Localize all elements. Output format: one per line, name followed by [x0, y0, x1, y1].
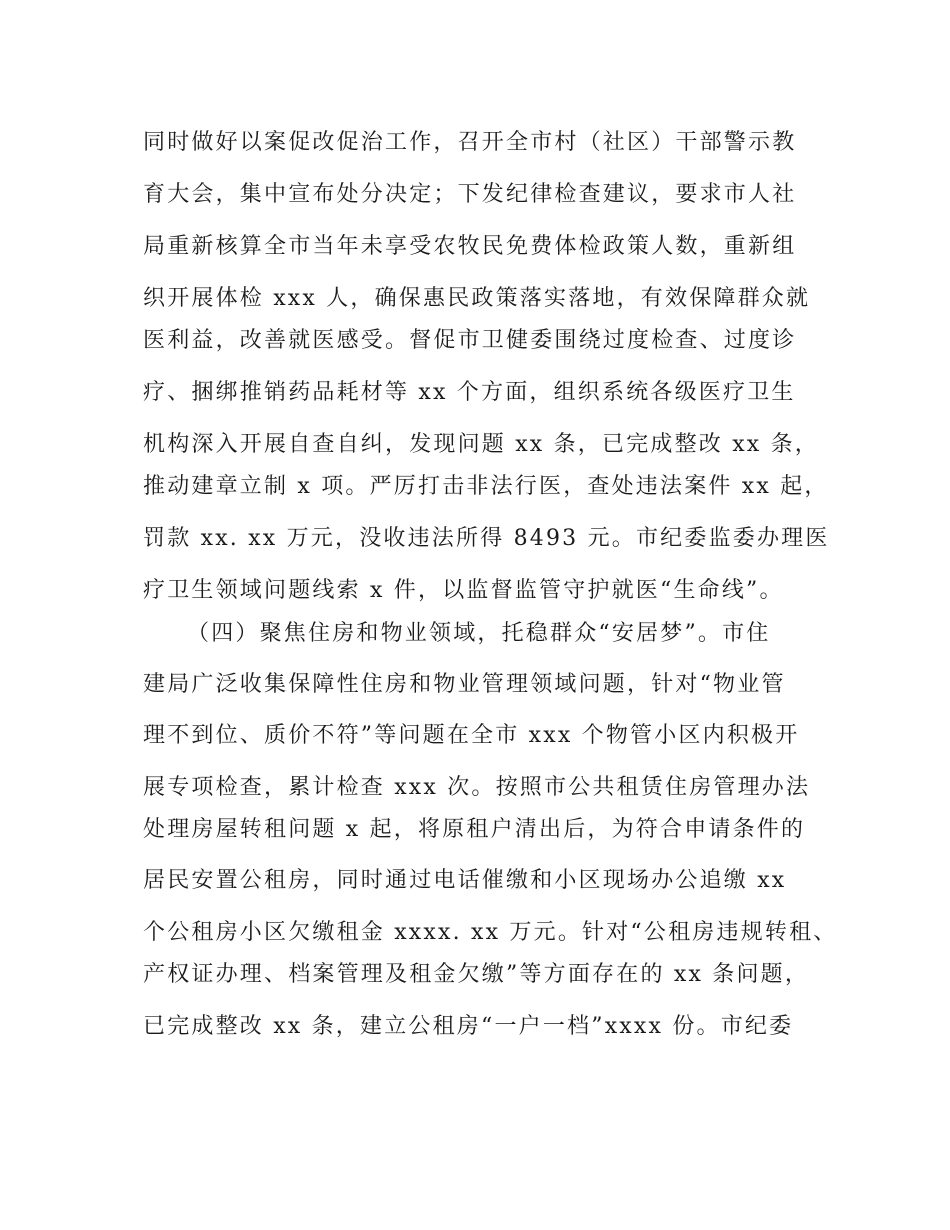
paragraph-line: 育大会，集中宣布处分决定；下发纪律检查建议，要求市人社	[143, 182, 797, 207]
paragraph-line: 个公租房小区欠缴租金 xxxx. xx 万元。针对“公租房违规转租、	[143, 920, 838, 945]
paragraph-line: 展专项检查，累计检查 xxx 次。按照市公共租赁住房管理办法	[143, 775, 811, 800]
paragraph-line: 疗卫生领域问题线索 x 件，以监督监管守护就医“生命线”。	[143, 578, 784, 603]
paragraph-line: 推动建章立制 x 项。严厉打击非法行医，查处违法案件 xx 起，	[143, 474, 829, 499]
paragraph-line: 罚款 xx. xx 万元，没收违法所得 8493 元。市纪委监委办理医	[143, 526, 830, 551]
paragraph-line: 建局广泛收集保障性住房和物业管理领域问题，针对“物业管	[143, 672, 786, 697]
paragraph-line: 局重新核算全市当年未享受农牧民免费体检政策人数，重新组	[143, 234, 797, 259]
paragraph-line: 机构深入开展自查自纠，发现问题 xx 条，已完成整改 xx 条，	[143, 432, 820, 457]
paragraph-line: 居民安置公租房，同时通过电话催缴和小区现场办公追缴 xx	[143, 868, 787, 893]
paragraph-line: 处理房屋转租问题 x 起，将原租户清出后，为符合申请条件的	[143, 817, 806, 842]
paragraph-line: 已完成整改 xx 条，建立公租房“一户一档”xxxx 份。市纪委	[143, 1014, 794, 1039]
paragraph-line: 疗、捆绑推销药品耗材等 xx 个方面，组织系统各级医疗卫生	[143, 380, 796, 405]
paragraph-heading-line: （四）聚焦住房和物业领域，托稳群众“安居梦”。市住	[187, 621, 771, 646]
paragraph-line: 医利益，改善就医感受。督促市卫健委围绕过度检查、过度诊	[143, 328, 797, 353]
paragraph-line: 织开展体检 xxx 人，确保惠民政策落实落地，有效保障群众就	[143, 286, 811, 311]
paragraph-line: 理不到位、质价不符”等问题在全市 xxx 个物管小区内积极开	[143, 723, 800, 748]
paragraph-line: 同时做好以案促改促治工作，召开全市村（社区）干部警示教	[143, 130, 797, 155]
paragraph-line: 产权证办理、档案管理及租金欠缴”等方面存在的 xx 条问题，	[143, 962, 810, 987]
